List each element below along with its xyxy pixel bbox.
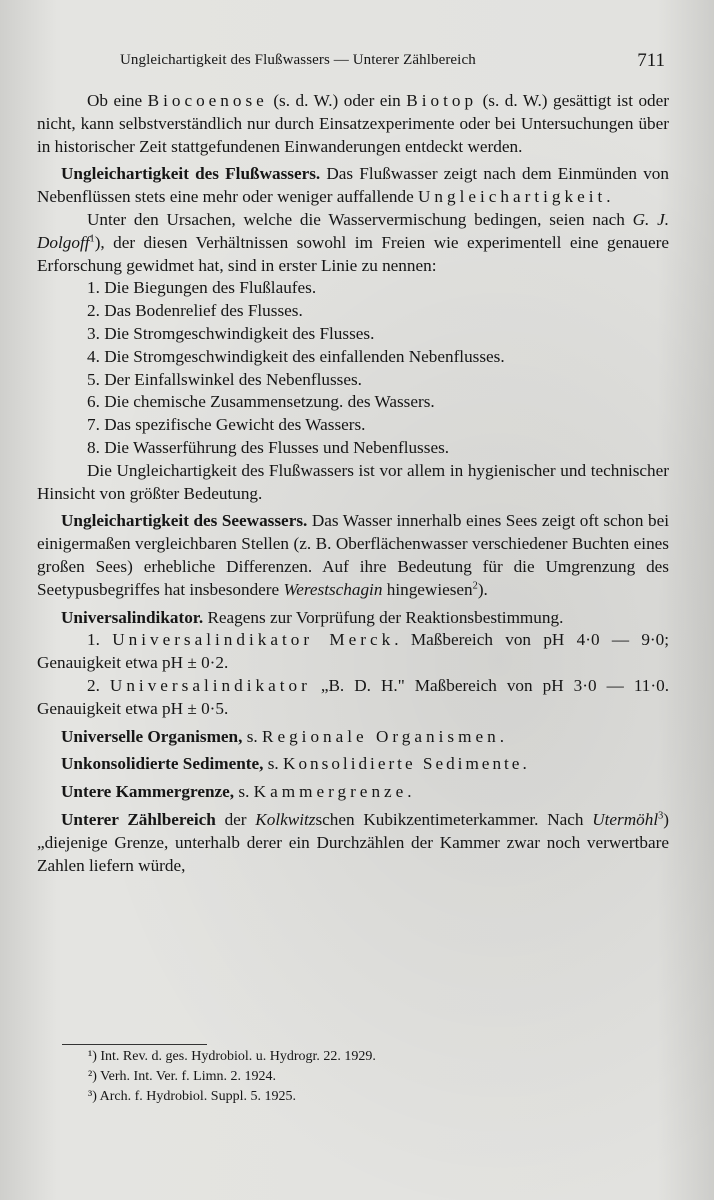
author-kolkwitz: Kolkwitz: [255, 809, 316, 829]
text-run: ), der diesen Verhältnissen sowohl im Freien wie experimentell eine genauere Erforschung gewidmet hat, sind in erster Linie zu nennen:: [37, 232, 669, 275]
footnote-ref-1[interactable]: 1: [89, 233, 95, 245]
biocoenose-term: Biocoenose: [147, 91, 268, 110]
ungleichartigkeit-term: Ungleichartigkeit: [418, 187, 607, 207]
text-run: s.: [242, 726, 262, 746]
headword-universalindikator: Universalindikator.: [61, 607, 204, 627]
headword-zaehlbereich: Unterer Zählbereich: [61, 809, 216, 829]
page-header: [120, 50, 665, 76]
text-run: hingewiesen: [382, 579, 473, 599]
crossref-kammergrenze[interactable]: Kammergrenze: [253, 782, 408, 802]
biotop-term: Biotop: [406, 91, 478, 110]
text-run: (s. d. W.) oder ein: [267, 91, 407, 110]
text-run: Das Wasser innerhalb eines Sees zeigt oft schon bei einigermaßen vergleichbaren Stellen (z. B. Oberflächenwasser verschiedener Buchten eines großen Sees) erhebliche Differenzen. Auf ihre Bedeutung für die Umgrenzung des Seetypusbegriffes hat insbesondere: [37, 511, 669, 599]
list-item: 4. Die Stromgeschwindigkeit des einfallenden Nebenflusses.: [87, 346, 505, 366]
footnote-1: ¹) Int. Rev. d. ges. Hydrobiol. u. Hydrogr. 22. 1929.: [88, 1049, 376, 1064]
entry-universalindikator: [37, 607, 669, 630]
entry-unterer-zaehlbereich: [37, 809, 669, 877]
text-run: der: [215, 809, 256, 829]
text-run: „B. D. H." Maßbereich von pH 3·0 — 11·0. Genauigkeit etwa pH ± 0·5.: [37, 675, 669, 718]
item-number: 1.: [87, 630, 113, 650]
text-run: .: [407, 782, 412, 802]
running-title: Ungleichartigkeit des Flußwassers — Unterer Zählbereich: [120, 52, 476, 68]
entry-universelle-organismen: [37, 726, 669, 749]
main-text: [37, 90, 669, 877]
indikator-item-1: [37, 629, 669, 675]
text-run: .: [606, 187, 611, 207]
footnotes: [88, 1047, 588, 1107]
footnote-ref-3[interactable]: 3: [658, 810, 664, 822]
list-item: 5. Der Einfallswinkel des Nebenflusses.: [87, 369, 362, 389]
footnote-ref-2[interactable]: 2: [472, 580, 478, 591]
text-run: s.: [234, 782, 254, 802]
crossref-konsolidierte-sedimente[interactable]: Konsolidierte Sedimente: [283, 754, 523, 774]
intro-paragraph: [37, 90, 669, 158]
text-run: (s. d. W.) gesättigt ist oder nicht, kann selbstverständlich nur durch Einsatzexperimente oder bei Untersuchungen über in historischer Zeit stattgefundenen Einwanderungen entdeckt werden.: [37, 91, 669, 156]
entry-unkonsolidierte-sedimente: [37, 753, 669, 776]
entry-flusswasser: [37, 163, 669, 209]
list-item: 7. Das spezifische Gewicht des Wassers.: [87, 415, 366, 435]
indikator-merck-term: Universalindikator Merck: [112, 630, 395, 650]
list-item: 6. Die chemische Zusammensetzung. des Wassers.: [87, 392, 435, 412]
causes-list: [37, 277, 669, 459]
author-werestschagin: Werestschagin: [283, 579, 383, 599]
indikator-bdh-term: Universalindikator: [109, 675, 311, 695]
entry-seewasser: [37, 510, 669, 601]
text-run: Das Flußwasser zeigt nach dem Einmünden von Nebenflüssen stets eine mehr oder weniger auffallende: [37, 164, 669, 207]
text-run: .: [499, 726, 504, 746]
headword-seewasser: Ungleichartigkeit des Seewassers.: [61, 511, 308, 531]
crossref-regionale-organismen[interactable]: Regionale Organismen: [262, 726, 500, 746]
page-number: 711: [637, 50, 665, 71]
text-run: Unter den Ursachen, welche die Wasservermischung bedingen, seien nach: [87, 209, 633, 229]
text-run: .: [522, 754, 527, 774]
text-run: s.: [263, 754, 284, 774]
list-item: 1. Die Biegungen des Flußlaufes.: [87, 278, 317, 298]
headword-organismen: Universelle Organismen,: [61, 726, 243, 746]
text-run: Ob eine: [87, 91, 148, 110]
indikator-item-2: [37, 675, 669, 721]
text-run: Reagens zur Vorprüfung der Reaktionsbestimmung.: [203, 607, 564, 627]
list-item: 8. Die Wasserführung des Flusses und Nebenflusses.: [87, 437, 450, 457]
flusswasser-closing: Die Ungleichartigkeit des Flußwassers ist vor allem in hygienischer und technischer Hinsicht von größter Bedeutung.: [37, 460, 669, 503]
footnote-rule: [62, 1044, 207, 1045]
author-dolgoff: G. J. Dolgoff: [37, 209, 669, 252]
headword-kammergrenze: Untere Kammergrenze,: [61, 782, 235, 802]
text-run: . Maßbereich von pH 4·0 — 9·0; Genauigkeit etwa pH ± 0·2.: [37, 630, 670, 673]
headword-flusswasser: Ungleichartigkeit des Flußwassers.: [61, 164, 321, 184]
text-run: ) „diejenige Grenze, unterhalb derer ein Durchzählen der Kammer zwar noch verwertbare Zahlen liefern würde,: [37, 809, 669, 875]
text-run: schen Kubikzentimeterkammer. Nach: [315, 809, 593, 829]
author-utermoehl: Utermöhl: [592, 809, 659, 829]
list-item: 3. Die Stromgeschwindigkeit des Flusses.: [87, 323, 375, 343]
item-number: 2.: [87, 675, 110, 695]
entry-untere-kammergrenze: [37, 781, 669, 804]
footnote-3: ³) Arch. f. Hydrobiol. Suppl. 5. 1925.: [88, 1089, 296, 1104]
footnote-2: ²) Verh. Int. Ver. f. Limn. 2. 1924.: [88, 1069, 276, 1084]
list-item: 2. Das Bodenrelief des Flusses.: [87, 301, 303, 321]
causes-intro: [37, 209, 669, 277]
text-run: ).: [477, 579, 488, 599]
headword-sedimente: Unkonsolidierte Sedimente,: [61, 754, 264, 774]
